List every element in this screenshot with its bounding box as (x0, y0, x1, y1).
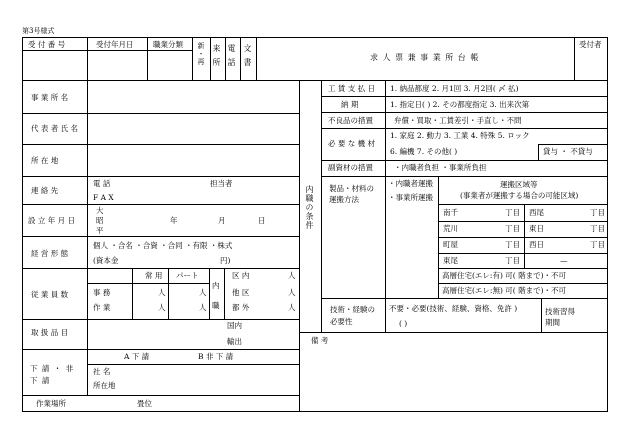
month-label: 月 (218, 216, 226, 225)
transport-area-subtitle: (事業者が運搬する場合の可能区域) (460, 191, 579, 200)
chome-unit: 丁目 (505, 256, 520, 265)
office-row-label: 事 務 (93, 288, 111, 297)
document-label: 文書 (243, 44, 252, 72)
skills-options: 不要・必要(技術、経験、資格、免許 ) (389, 304, 518, 313)
person-unit: 人 (158, 303, 166, 312)
transport-company: ・事業所運搬 (388, 193, 433, 202)
other-ward-label: 他 区 (232, 288, 250, 297)
notes-label: 備 考 (311, 336, 329, 345)
chome-unit: 丁目 (590, 240, 605, 249)
phone-label: 電話 (227, 44, 236, 72)
capital-label: (資本金 (93, 256, 119, 265)
wage-payday-options: 1. 納品都度 2. 月1回 3. 月2回( 〆 払) (390, 84, 519, 93)
management-options: 個人 ・合名 ・合資 ・合同 ・有限 ・株式 (93, 241, 233, 250)
lend-options: 貸与 ・ 不貸与 (543, 147, 593, 156)
empty-dash: — (560, 256, 568, 265)
highrise-elevator-yes: 高層住宅(エレ:有) 可( 階まで)・不可 (442, 271, 566, 280)
form-title: 求 人 票 兼 事 業 所 台 帳 (370, 53, 480, 62)
new-returning-label: 新・再 (197, 42, 205, 66)
representative-label: 代 表 者 氏 名 (31, 124, 79, 133)
era-showa: 昭 (96, 216, 104, 225)
wage-payday-label: 工 賃 支 払 日 (328, 84, 376, 93)
form-number: 第3号様式 (22, 27, 55, 35)
highrise-elevator-no: 高層住宅(エレ:無) 可( 階まで)・不可 (442, 286, 566, 295)
homework-shoku-label: 職 (212, 301, 220, 310)
area-higashio: 東尾 (443, 256, 458, 265)
person-unit: 人 (199, 288, 207, 297)
employee-count-label: 従 業 員 数 (31, 290, 69, 299)
sub-material-label: 副資材の措置 (328, 163, 373, 172)
year-label: 年 (170, 216, 178, 225)
person-unit: 人 (199, 303, 207, 312)
area-nishio: 西尾 (529, 208, 544, 217)
establishment-date-label: 設 立 年 月 日 (28, 216, 76, 225)
center-divider (299, 80, 300, 412)
skills-label: 技術・経験の必要性 (330, 305, 375, 326)
subcontract-a: A 下 請 (124, 352, 150, 361)
chome-unit: 丁目 (505, 240, 520, 249)
subcontract-label: 下 請 ・ 非 下 請 (30, 364, 75, 385)
chome-unit: 丁目 (505, 208, 520, 217)
export-label: 輸出 (227, 337, 242, 346)
homework-nai-label: 内 (212, 281, 220, 290)
receipt-number-label: 受 付 番 号 (28, 40, 66, 49)
equipment-options-2: 6. 編機 7. その他( ) (390, 147, 458, 156)
ward-inside-label: 区 内 (232, 271, 250, 280)
sub-material-options: ・内職者負担 ・事業所負担 (394, 163, 487, 172)
contact-label: 連 絡 先 (31, 186, 59, 195)
business-name-label: 事 業 所 名 (31, 93, 69, 102)
receiver-label: 受付者 (579, 40, 602, 49)
management-form-label: 経 営 形 態 (31, 249, 69, 258)
work-place-label: 作業場所 (36, 399, 66, 408)
job-category-label: 職業分類 (153, 40, 183, 49)
products-label: 取 扱 品 目 (31, 328, 69, 337)
contact-person-label: 担当者 (210, 179, 233, 188)
fulltime-header: 常 用 (145, 271, 163, 280)
area-arakawa: 荒川 (443, 224, 458, 233)
person-unit: 人 (288, 288, 296, 297)
era-taisho: 大 (96, 206, 104, 215)
address-label: 所 在 地 (31, 156, 59, 165)
chome-unit: 丁目 (505, 224, 520, 233)
sub-address-label: 所在地 (93, 381, 116, 390)
area-machiya: 町屋 (443, 240, 458, 249)
work-row-label: 作 業 (93, 303, 111, 312)
defect-options: 弁償・買取・工賃差引・手直し・不問 (394, 116, 522, 125)
outside-tokyo-label: 都 外 (232, 303, 250, 312)
delivery-options: 1. 指定日( ) 2. その都度指定 3. 出来次第 (390, 100, 530, 109)
person-unit: 人 (288, 271, 296, 280)
form-frame (22, 37, 608, 412)
skills-paren: ( ) (399, 319, 408, 328)
area-nishinichi: 西日 (529, 240, 544, 249)
delivery-label: 納 期 (341, 100, 359, 109)
equipment-options-1: 1. 家庭 2. 動力 3. 工業 4. 特殊 5. ロック (390, 131, 530, 140)
person-unit: 人 (158, 288, 166, 297)
person-unit: 人 (288, 303, 296, 312)
equipment-label: 必 要 な 機 材 (328, 139, 376, 148)
chome-unit: 丁目 (590, 208, 605, 217)
header-bottom-line (22, 80, 608, 81)
transport-worker: ・内職者運搬 (388, 179, 433, 188)
area-higashinichi: 東日 (529, 224, 544, 233)
homework-conditions-label: 内職の条件 (305, 185, 314, 230)
domestic-label: 国内 (227, 321, 242, 330)
tatami-label: 畳位 (137, 399, 152, 408)
era-heisei: 平 (96, 226, 104, 235)
subcontract-b: B 非 下 請 (198, 352, 234, 361)
phone-field-label: 電 話 (93, 179, 111, 188)
skills-training-period: 技術習得期間 (545, 307, 575, 328)
parttime-header: パート (176, 271, 199, 280)
visit-label: 来所 (212, 44, 221, 72)
area-minamisen: 南千 (443, 208, 458, 217)
receipt-date-label: 受付年月日 (96, 40, 134, 49)
capital-yen-label: 円) (220, 256, 231, 265)
chome-unit: 丁目 (590, 224, 605, 233)
transport-label: 製品・材料の運搬方法 (329, 184, 374, 205)
transport-area-title: 運搬区域等 (500, 180, 538, 189)
day-label: 日 (258, 216, 266, 225)
company-name-label: 社 名 (93, 367, 111, 376)
defect-label: 不良品の措置 (328, 116, 373, 125)
fax-label: F A X (93, 193, 114, 202)
